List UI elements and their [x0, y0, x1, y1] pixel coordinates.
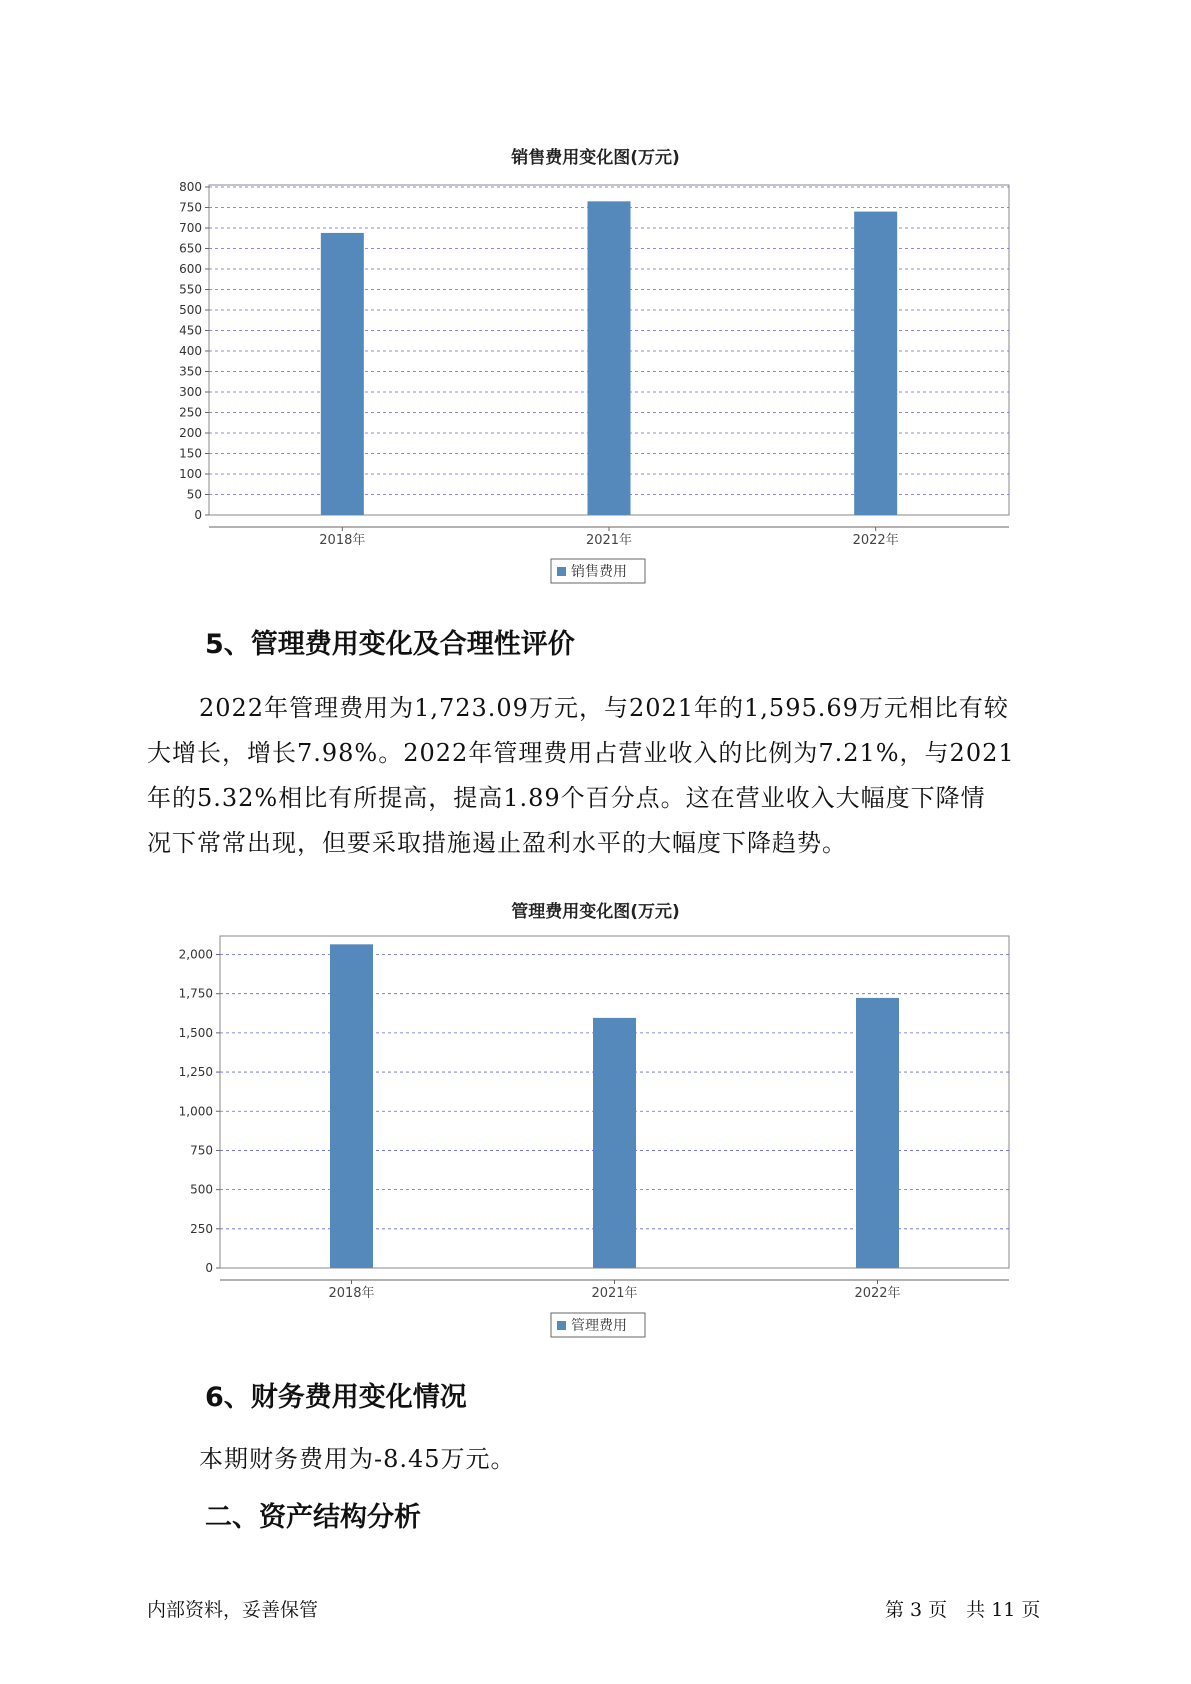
section-6-heading: 6、财务费用变化情况 [205, 1382, 467, 1413]
y-tick-label: 200 [179, 426, 202, 440]
section-two-heading: 二、资产结构分析 [205, 1502, 421, 1533]
y-tick-label: 500 [179, 303, 202, 317]
legend-label: 管理费用 [571, 1318, 627, 1334]
paragraph-line: 2022年管理费用为1,723.09万元，与2021年的1,595.69万元相比有较 [199, 694, 1009, 722]
y-tick-label: 650 [179, 241, 202, 256]
x-tick-label: 2018年 [328, 1286, 375, 1301]
legend-label: 销售费用 [571, 564, 627, 580]
y-tick-label: 750 [190, 1143, 213, 1158]
y-tick-label: 1,500 [178, 1025, 213, 1040]
y-tick-label: 250 [179, 405, 202, 420]
bar [593, 1018, 636, 1268]
x-tick-label: 2021年 [591, 1286, 638, 1301]
y-tick-label: 1,000 [178, 1104, 213, 1119]
bar [856, 998, 899, 1268]
y-tick-label: 100 [179, 467, 202, 481]
y-tick-label: 800 [179, 180, 202, 194]
footer-page-number: 第 3 页 共 11 页 [885, 1599, 1041, 1621]
footer-confidential-note: 内部资料，妥善保管 [147, 1599, 319, 1621]
y-tick-label: 700 [179, 221, 202, 235]
y-tick-label: 400 [179, 344, 202, 358]
section-5-heading: 5、管理费用变化及合理性评价 [205, 629, 575, 660]
y-tick-label: 250 [190, 1221, 213, 1236]
section-6-paragraph [147, 1437, 1052, 1482]
legend-swatch [557, 1321, 566, 1330]
y-tick-label: 450 [179, 323, 202, 338]
paragraph-line: 况下常常出现，但要采取措施遏止盈利水平的大幅度下降趋势。 [147, 829, 847, 857]
x-tick-label: 2018年 [319, 533, 366, 548]
x-tick-label: 2022年 [854, 1286, 901, 1301]
paragraph-line: 本期财务费用为-8.45万元。 [199, 1445, 516, 1473]
y-tick-label: 1,750 [178, 986, 213, 1001]
section-5-paragraph [147, 686, 1052, 866]
y-tick-label: 0 [205, 1261, 213, 1275]
chart-legend [551, 1313, 645, 1337]
paragraph-line: 年的5.32%相比有所提高，提高1.89个百分点。这在营业收入大幅度下降情 [147, 784, 986, 812]
y-tick-label: 300 [179, 385, 202, 399]
y-tick-label: 750 [179, 200, 202, 215]
y-tick-label: 550 [179, 282, 202, 297]
y-tick-label: 2,000 [178, 947, 213, 962]
y-tick-label: 500 [190, 1182, 213, 1197]
y-tick-label: 0 [194, 508, 202, 522]
paragraph-line: 大增长，增长7.98%。2022年管理费用占营业收入的比例为7.21%，与2021 [147, 739, 1015, 767]
x-tick-label: 2021年 [585, 533, 633, 548]
y-tick-label: 600 [179, 262, 202, 276]
y-tick-label: 1,250 [178, 1065, 213, 1080]
y-tick-label: 50 [186, 487, 202, 502]
x-tick-label: 2022年 [852, 533, 899, 548]
admin-chart-title: 管理费用变化图(万元) [511, 902, 680, 922]
y-tick-label: 150 [179, 446, 202, 461]
y-tick-label: 350 [179, 364, 202, 379]
sales-chart-title: 销售费用变化图(万元) [511, 148, 680, 168]
bar [330, 944, 373, 1268]
